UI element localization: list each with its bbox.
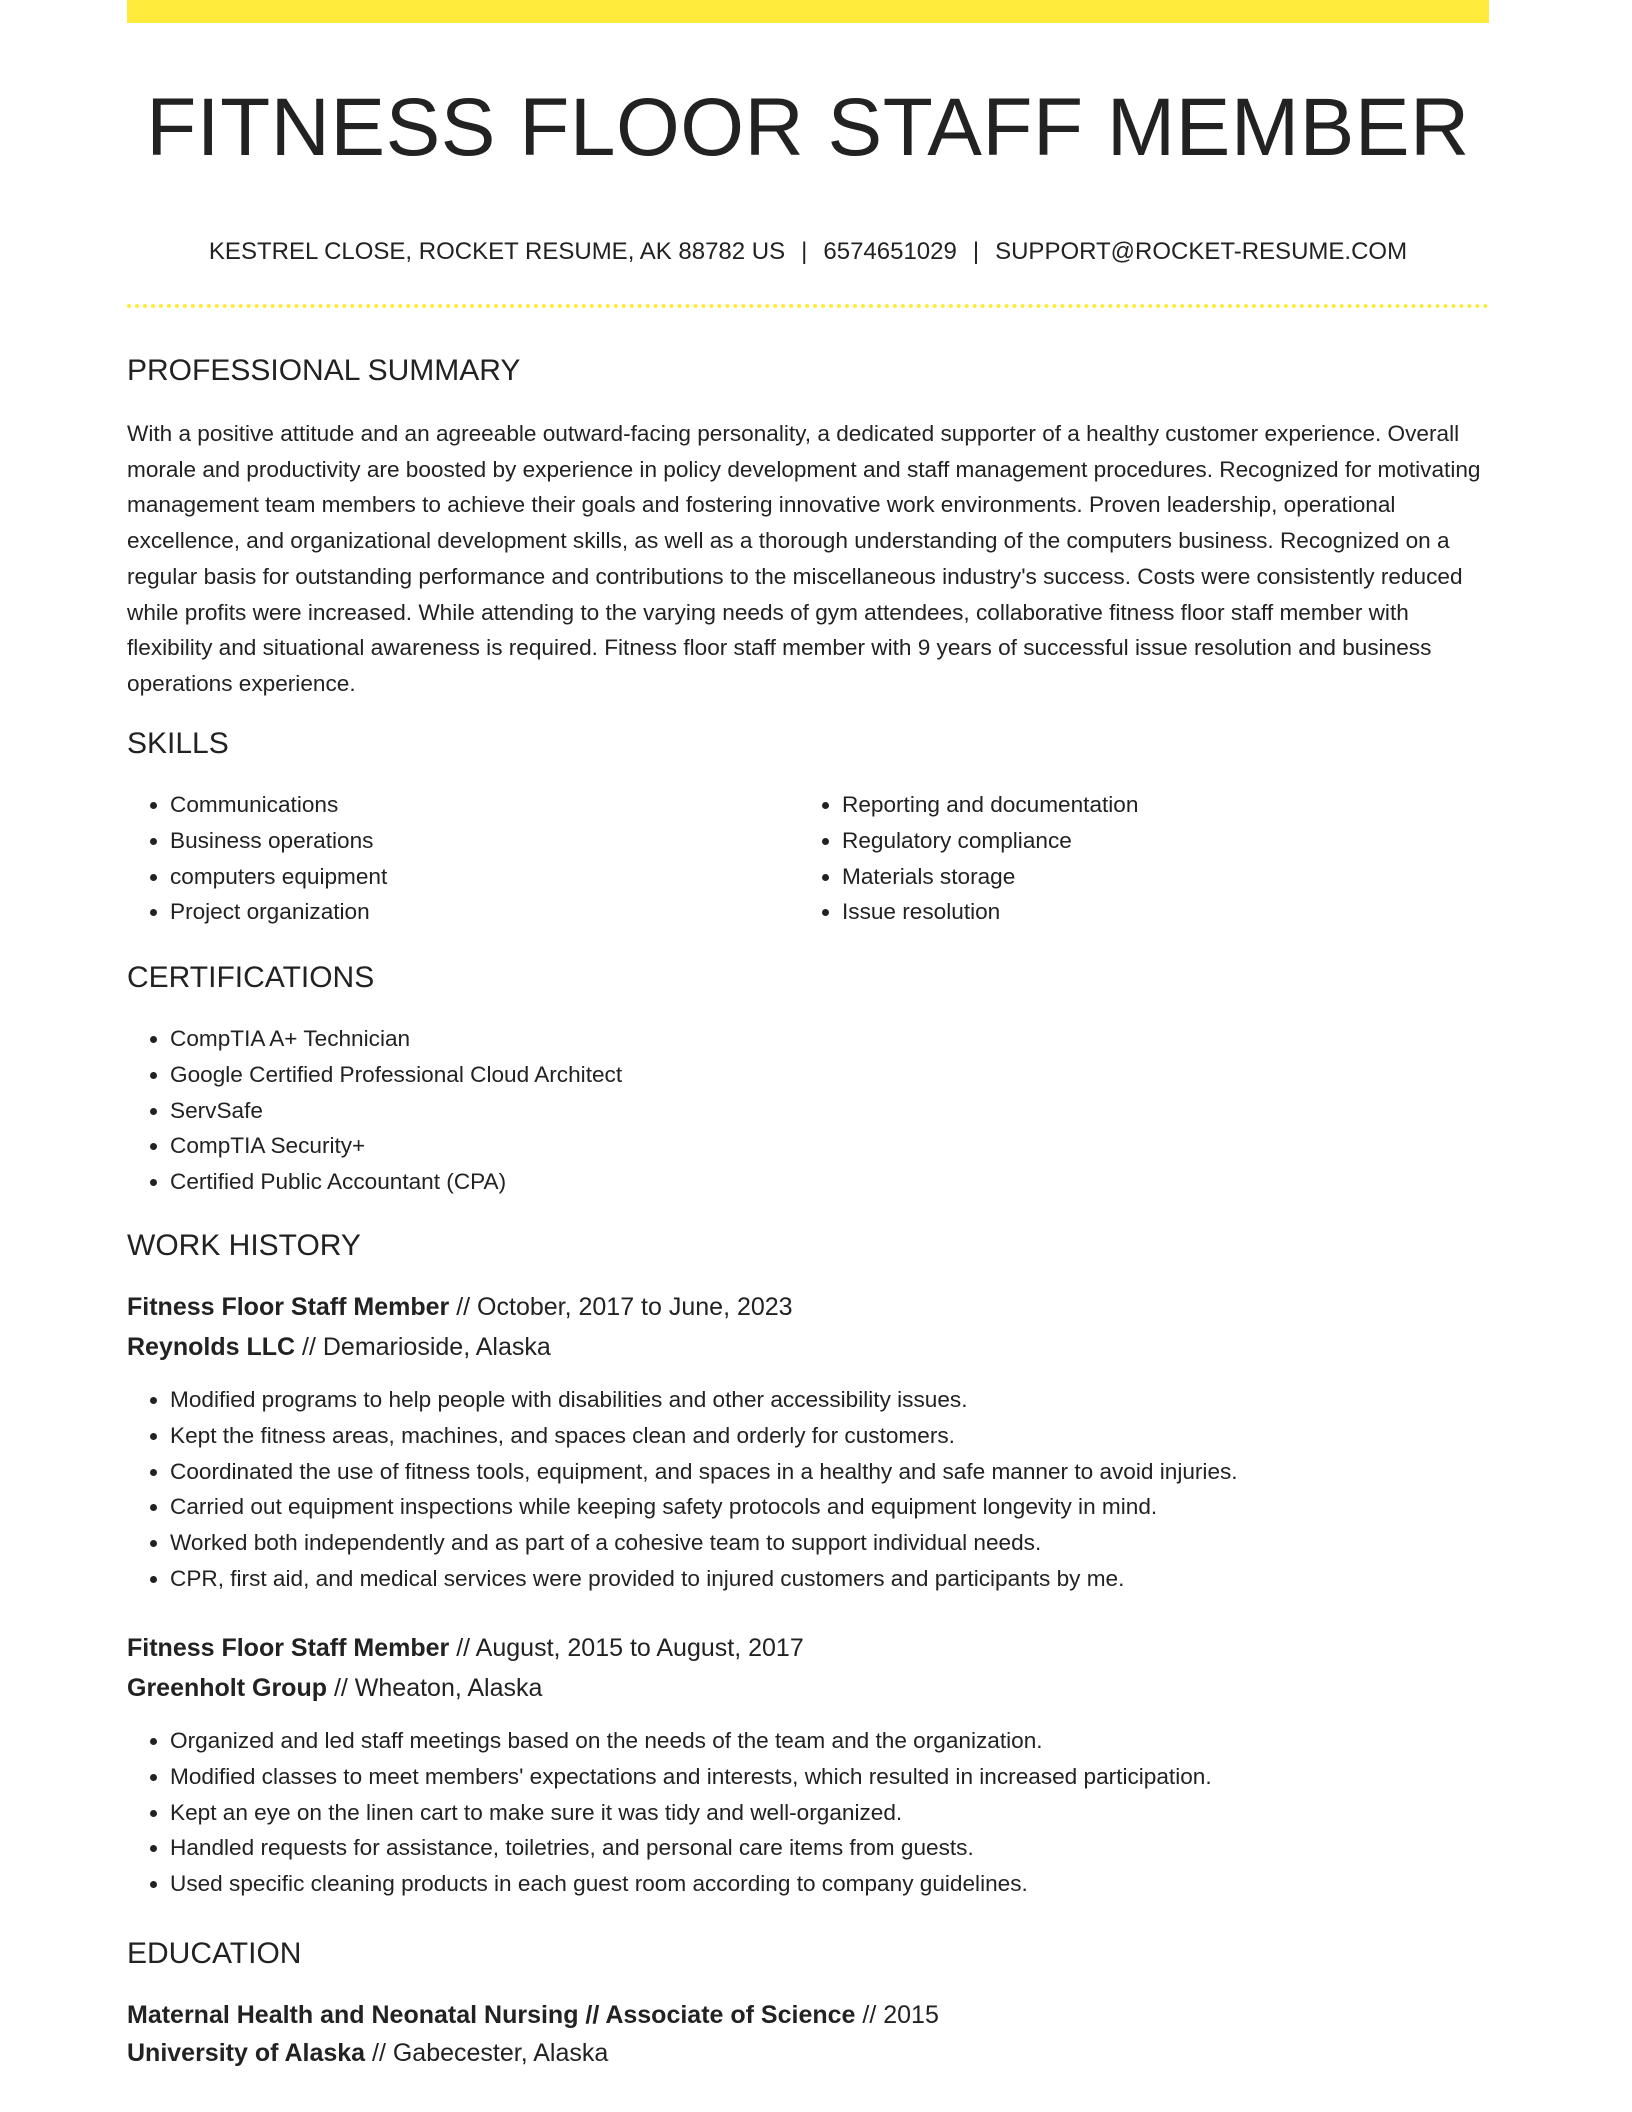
skill-item: • computers equipment bbox=[170, 859, 790, 895]
job-title: Fitness Floor Staff Member bbox=[127, 1634, 450, 1662]
education-year: // 2015 bbox=[862, 2001, 939, 2029]
job-bullet: • Kept the fitness areas, machines, and spaces clean and orderly for customers. bbox=[170, 1418, 1510, 1454]
job-bullet: • Coordinated the use of fitness tools, equipment, and spaces in a healthy and safe manner to avoid injuries. bbox=[170, 1454, 1510, 1490]
job-location: // Demarioside, Alaska bbox=[302, 1333, 551, 1361]
education-degree-line bbox=[127, 1998, 939, 2032]
job-company-line bbox=[127, 1330, 551, 1364]
certifications-heading: CERTIFICATIONS bbox=[127, 961, 375, 994]
job-bullet: • Organized and led staff meetings based on the needs of the team and the organization. bbox=[170, 1723, 1510, 1759]
job-bullet: • Kept an eye on the linen cart to make sure it was tidy and well-organized. bbox=[170, 1795, 1510, 1831]
education-school-line bbox=[127, 2036, 608, 2070]
certification-item: • CompTIA Security+ bbox=[170, 1128, 1470, 1164]
skills-list-left bbox=[127, 787, 790, 930]
resume-name: FITNESS FLOOR STAFF MEMBER bbox=[146, 82, 1470, 173]
certification-item: • Google Certified Professional Cloud Architect bbox=[170, 1057, 1470, 1093]
job-bullet: • Modified classes to meet members' expectations and interests, which resulted in increased participation. bbox=[170, 1759, 1510, 1795]
education-heading: EDUCATION bbox=[127, 1937, 302, 1970]
skill-item: • Materials storage bbox=[842, 859, 1482, 895]
contact-line bbox=[127, 236, 1489, 268]
job-title: Fitness Floor Staff Member bbox=[127, 1293, 450, 1321]
certification-item: • ServSafe bbox=[170, 1093, 1470, 1129]
summary-text: With a positive attitude and an agreeable outward-facing personality, a dedicated supporter of a healthy customer experience. Overall morale and productivity are boosted by experience in policy development and staff management procedures. Recognized for motivating management team members to achieve their goals and fostering innovative work environments. Proven leadership, operational excellence, and organizational development skills, as well as a thorough understanding of the computers business. Recognized on a regular basis for outstanding performance and contributions to the miscellaneous industry's success. Costs were consistently reduced while profits were increased. While attending to the varying needs of gym attendees, collaborative fitness floor staff member with flexibility and situational awareness is required. Fitness floor staff member with 9 years of successful issue resolution and business operations experience. bbox=[127, 421, 1481, 696]
job-title-line bbox=[127, 1290, 793, 1324]
job-dates: // October, 2017 to June, 2023 bbox=[456, 1293, 793, 1321]
skill-item: • Communications bbox=[170, 787, 790, 823]
certification-item: • CompTIA A+ Technician bbox=[170, 1021, 1470, 1057]
job-bullet: • Modified programs to help people with disabilities and other accessibility issues. bbox=[170, 1382, 1510, 1418]
contact-separator: | bbox=[801, 238, 808, 265]
job-bullet: • CPR, first aid, and medical services were provided to injured customers and participants by me. bbox=[170, 1561, 1510, 1597]
contact-email: SUPPORT@ROCKET-RESUME.COM bbox=[995, 238, 1408, 265]
top-accent-bar bbox=[127, 0, 1489, 23]
skills-list-right bbox=[799, 787, 1482, 930]
job-bullet: • Handled requests for assistance, toiletries, and personal care items from guests. bbox=[170, 1830, 1510, 1866]
certifications-list bbox=[127, 1021, 1470, 1200]
job-dates: // August, 2015 to August, 2017 bbox=[456, 1634, 804, 1662]
job-company-line bbox=[127, 1671, 542, 1705]
education-degree: Maternal Health and Neonatal Nursing // Associate of Science bbox=[127, 2001, 856, 2029]
job-location: // Wheaton, Alaska bbox=[333, 1674, 543, 1702]
education-school: University of Alaska bbox=[127, 2039, 366, 2067]
contact-address: KESTREL CLOSE, ROCKET RESUME, AK 88782 US bbox=[208, 238, 786, 265]
header-divider bbox=[127, 304, 1489, 308]
skill-item: • Project organization bbox=[170, 894, 790, 930]
job-title-line bbox=[127, 1631, 804, 1665]
skill-item: • Issue resolution bbox=[842, 894, 1482, 930]
summary-heading: PROFESSIONAL SUMMARY bbox=[127, 354, 521, 387]
skill-item: • Business operations bbox=[170, 823, 790, 859]
education-location: // Gabecester, Alaska bbox=[372, 2039, 609, 2067]
skill-item: • Reporting and documentation bbox=[842, 787, 1482, 823]
contact-phone: 6574651029 bbox=[823, 238, 957, 265]
certification-item: • Certified Public Accountant (CPA) bbox=[170, 1164, 1470, 1200]
job-bullets bbox=[127, 1382, 1510, 1597]
job-bullet: • Worked both independently and as part of a cohesive team to support individual needs. bbox=[170, 1525, 1510, 1561]
job-bullets bbox=[127, 1723, 1510, 1902]
skill-item: • Regulatory compliance bbox=[842, 823, 1482, 859]
job-company: Greenholt Group bbox=[127, 1674, 327, 1702]
contact-separator: | bbox=[972, 238, 980, 265]
job-bullet: • Carried out equipment inspections while keeping safety protocols and equipment longevity in mind. bbox=[170, 1489, 1510, 1525]
work-history-heading: WORK HISTORY bbox=[127, 1229, 361, 1262]
job-bullet: • Used specific cleaning products in each guest room according to company guidelines. bbox=[170, 1866, 1510, 1902]
job-company: Reynolds LLC bbox=[127, 1333, 296, 1361]
skills-heading: SKILLS bbox=[127, 727, 229, 760]
